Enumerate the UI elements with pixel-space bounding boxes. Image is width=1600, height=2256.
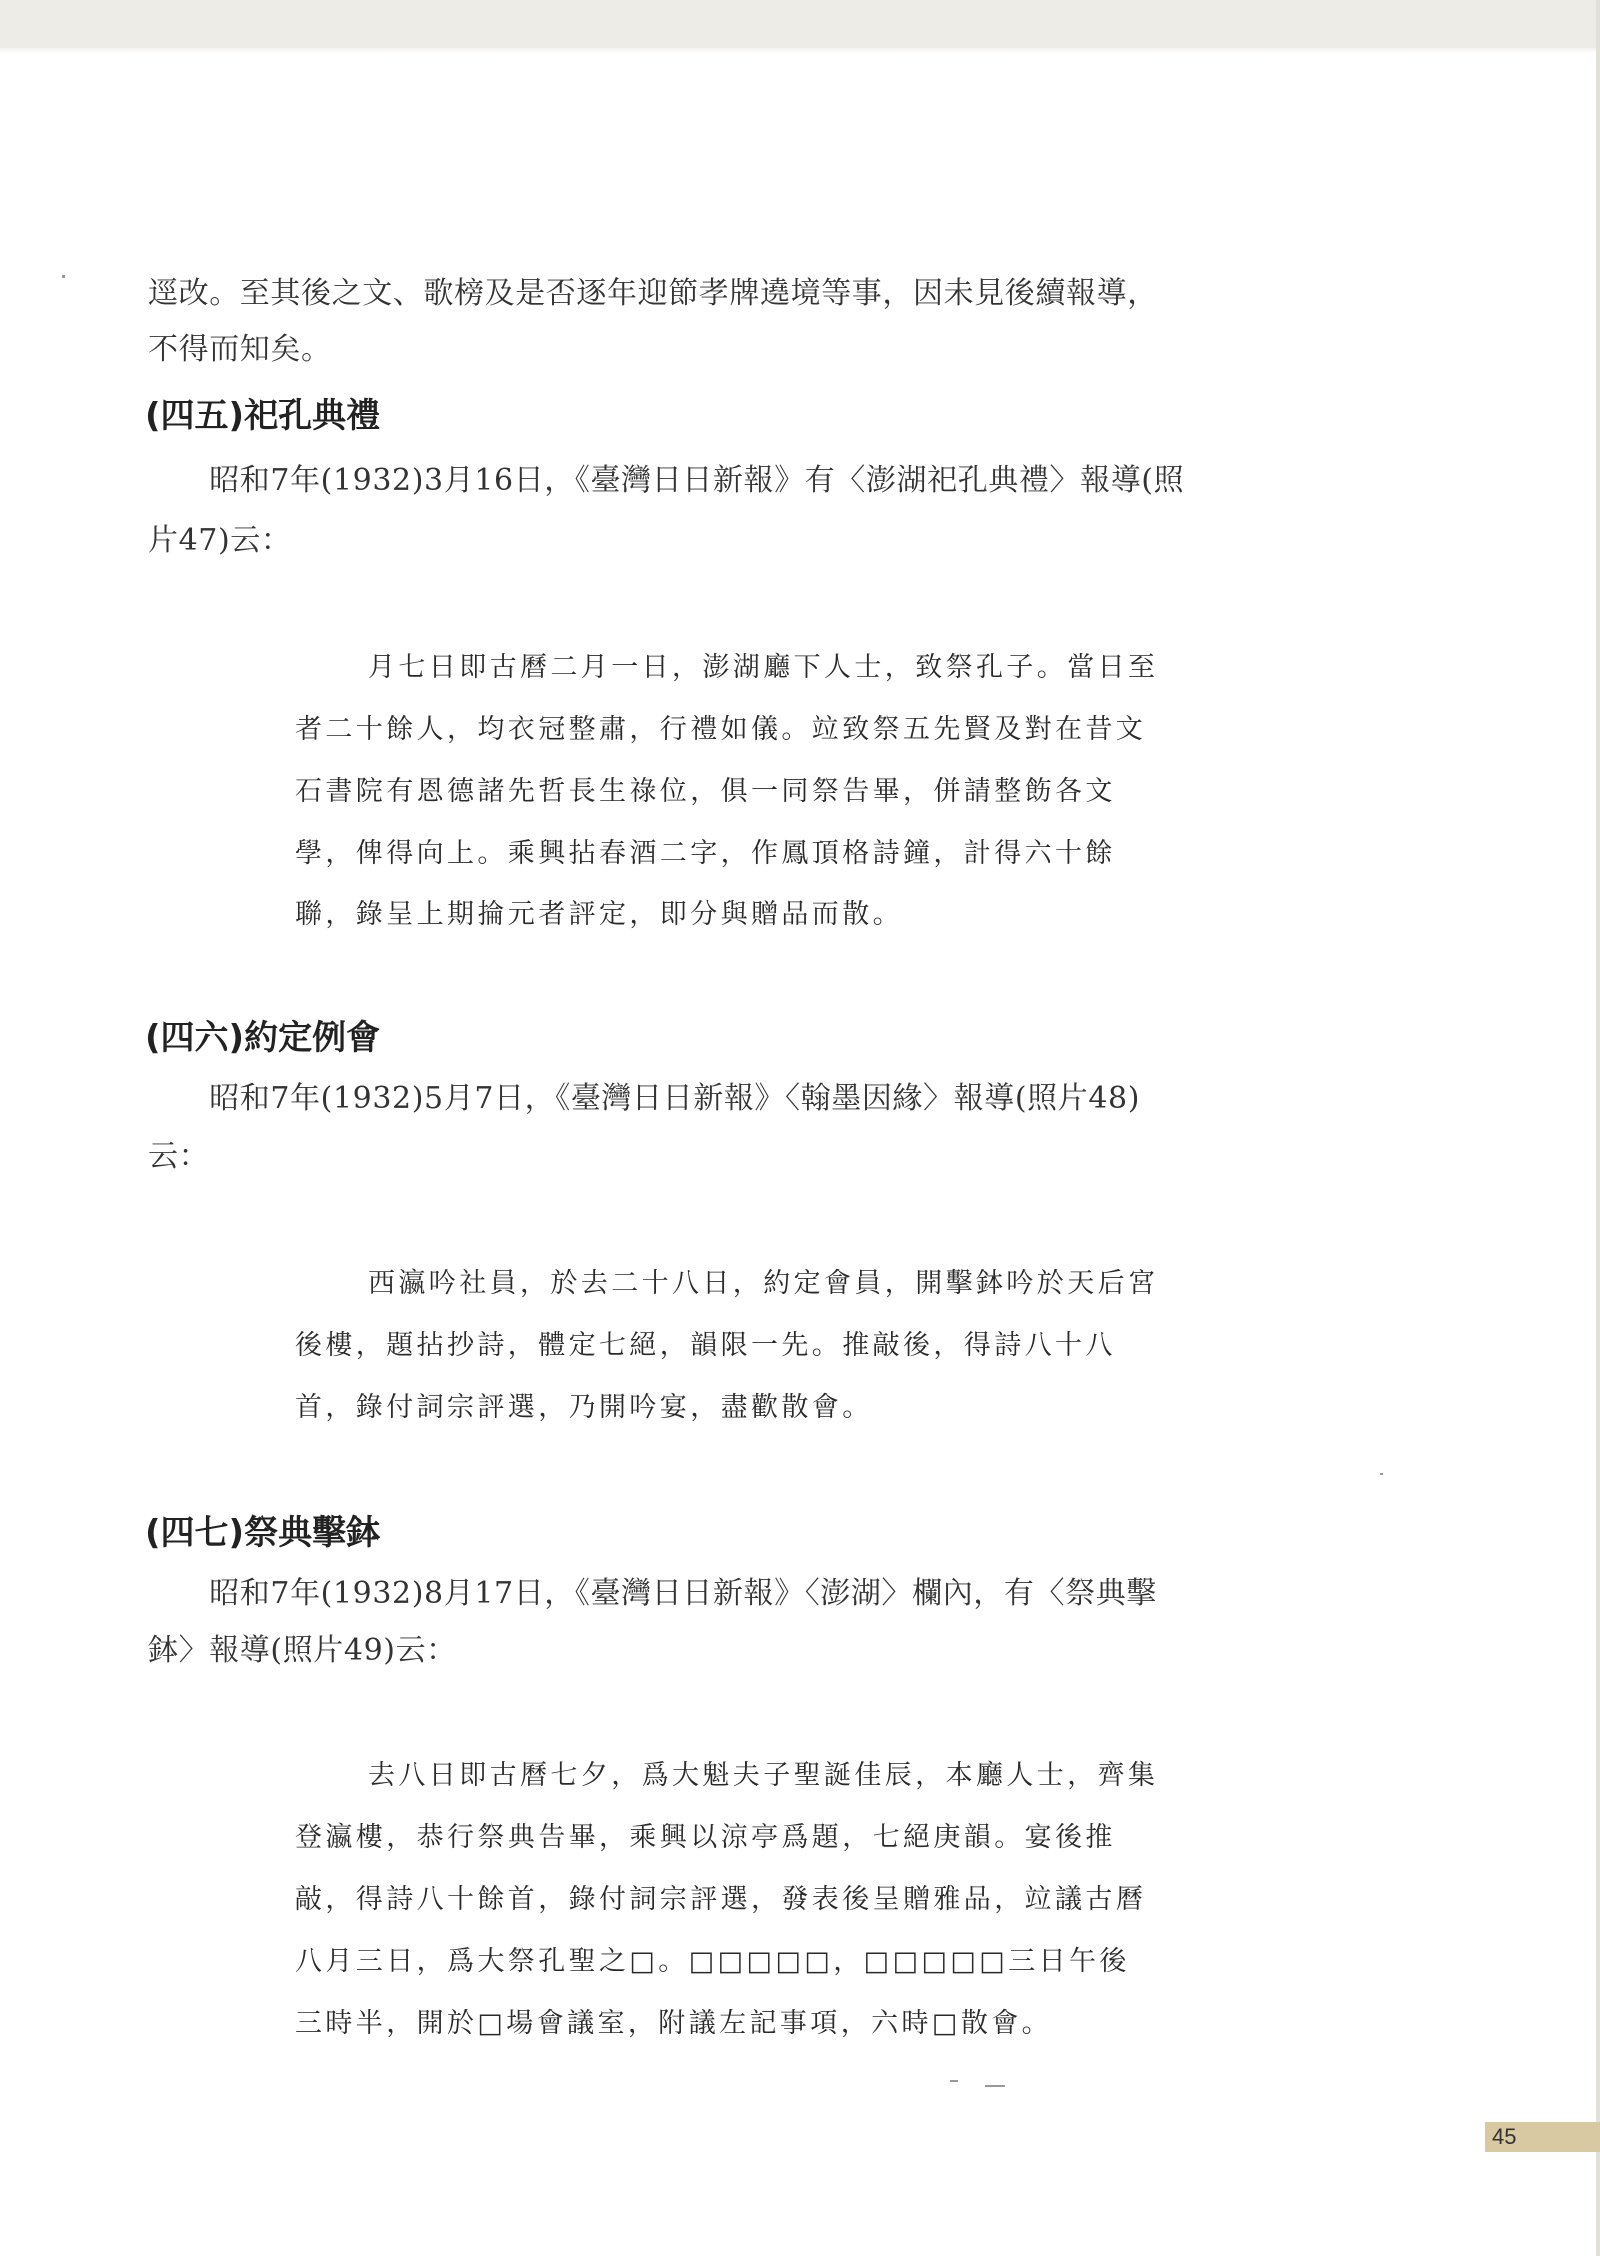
scan-speck xyxy=(985,2085,1005,2087)
section-paragraph-line: 鉢〉報導(照片49)云： xyxy=(148,1633,457,1668)
page-number: 45 xyxy=(1492,2124,1517,2149)
section-heading: (四五)祀孔典禮 xyxy=(145,396,381,436)
section-paragraph-line: 昭和7年(1932)3月16日，《臺灣日日新報》有〈澎湖祀孔典禮〉報導(照 xyxy=(148,463,1185,498)
section-heading: (四六)約定例會 xyxy=(145,1018,381,1058)
page-top-band xyxy=(0,0,1600,48)
quote-line: 石書院有恩德諸先哲長生祿位，俱一同祭告畢，併請整飭各文 xyxy=(295,776,1116,807)
scan-speck xyxy=(62,275,65,278)
scan-speck xyxy=(1380,1473,1383,1475)
quote-line: 後樓，題拈抄詩，體定七絕，韻限一先。推敲後，得詩八十八 xyxy=(295,1330,1116,1361)
quote-line: 去八日即古曆七夕，爲大魁夫子聖誕佳辰，本廳人士，齊集 xyxy=(368,1760,1159,1791)
quote-line: 三時半，開於□場會議室，附議左記事項，六時□散會。 xyxy=(295,2008,1053,2039)
quote-line: 敲，得詩八十餘首，錄付詞宗評選，發表後呈贈雅品，竝議古曆 xyxy=(295,1884,1147,1915)
quote-line: 八月三日，爲大祭孔聖之□。□□□□□，□□□□□三日午後 xyxy=(295,1946,1130,1977)
scan-speck xyxy=(950,2080,958,2082)
section-paragraph-line: 云： xyxy=(148,1139,210,1174)
intro-line: 逕改。至其後之文、歌榜及是否逐年迎節孝牌遶境等事，因未見後續報導， xyxy=(148,276,1158,311)
quote-line: 學，俾得向上。乘興拈春酒二字，作鳳頂格詩鐘，計得六十餘 xyxy=(295,838,1116,869)
quote-line: 聯，錄呈上期掄元者評定，即分與贈品而散。 xyxy=(295,899,903,930)
section-paragraph-line: 昭和7年(1932)8月17日，《臺灣日日新報》〈澎湖〉欄內，有〈祭典擊 xyxy=(148,1576,1157,1611)
quote-line: 首，錄付詞宗評選，乃開吟宴，盡歡散會。 xyxy=(295,1392,873,1423)
quote-line: 登瀛樓，恭行祭典告畢，乘興以涼亭爲題，七絕庚韻。宴後推 xyxy=(295,1822,1116,1853)
quote-line: 月七日即古曆二月一日，澎湖廳下人士，致祭孔子。當日至 xyxy=(368,652,1159,683)
section-heading: (四七)祭典擊鉢 xyxy=(145,1513,381,1553)
section-paragraph-line: 昭和7年(1932)5月7日，《臺灣日日新報》〈翰墨因緣〉報導(照片48) xyxy=(148,1081,1140,1116)
page-top-shadow xyxy=(0,48,1600,54)
quote-line: 西瀛吟社員，於去二十八日，約定會員，開擊鉢吟於天后宮 xyxy=(368,1268,1159,1299)
intro-line: 不得而知矣。 xyxy=(148,332,332,367)
quote-line: 者二十餘人，均衣冠整肅，行禮如儀。竝致祭五先賢及對在昔文 xyxy=(295,714,1147,745)
page-right-edge xyxy=(1596,0,1600,2256)
section-paragraph-line: 片47)云： xyxy=(148,523,292,558)
